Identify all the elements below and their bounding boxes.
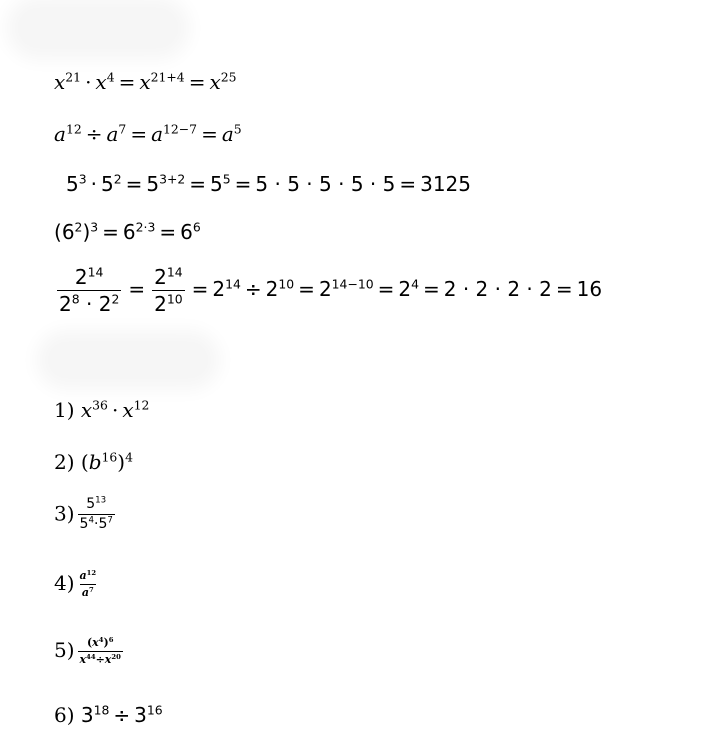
example-5: $\frac{2^{14}}{2^8 \cdot 2^2}$ = $\frac{2^{14}}{2^{10}}$ = $2^{14} \div 2^{10} = 2^{14-10} = 2^4 = 2 \cdot 2 \cdot 2 \cdot 2 = 16$ [59, 264, 603, 316]
blurred-heading [48, 342, 208, 378]
exercise-4: 4) $\frac{a^{12}}{a^7}$ [54, 568, 97, 600]
fraction: $\frac{2^{14}}{2^{10}}$ [154, 264, 183, 316]
fraction: $\frac{a^{12}}{a^7}$ [79, 568, 97, 600]
fraction: $\frac{(x^4)^6}{x^{44}\div x^{20}}$ [79, 635, 121, 667]
exercise-5: 5) $\frac{(x^4)^6}{x^{44}\div x^{20}}$ [54, 635, 121, 667]
fraction: $\frac{5^{13}}{5^4\cdot 5^7}$ [79, 495, 113, 533]
blurred-heading [18, 8, 178, 48]
fraction: $\frac{2^{14}}{2^8 \cdot 2^2}$ [59, 264, 120, 316]
example-3: $5^3 \cdot 5^2 = 5^{3+2} = 5^5 = 5 \cdot 5 \cdot 5 \cdot 5 \cdot 5 = 3125$ [66, 171, 472, 196]
example-1: $x^{21} \cdot x^4 = x^{21+4} = x^{25}$ [54, 69, 237, 94]
example-4: $(6^2)^3 = 6^{2\cdot 3} = 6^6$ [54, 219, 201, 244]
exercise-1: 1) $x^{36} \cdot x^{12}$ [54, 397, 150, 422]
example-2: $a^{12} \div a^7 = a^{12-7} = a^5$ [54, 121, 242, 146]
exercise-3: 3) $\frac{5^{13}}{5^4\cdot 5^7}$ [54, 495, 113, 533]
exercise-6: 6) $3^{18} \div 3^{16}$ [54, 702, 163, 727]
exercise-2: 2) $(b^{16})^4$ [54, 449, 133, 474]
